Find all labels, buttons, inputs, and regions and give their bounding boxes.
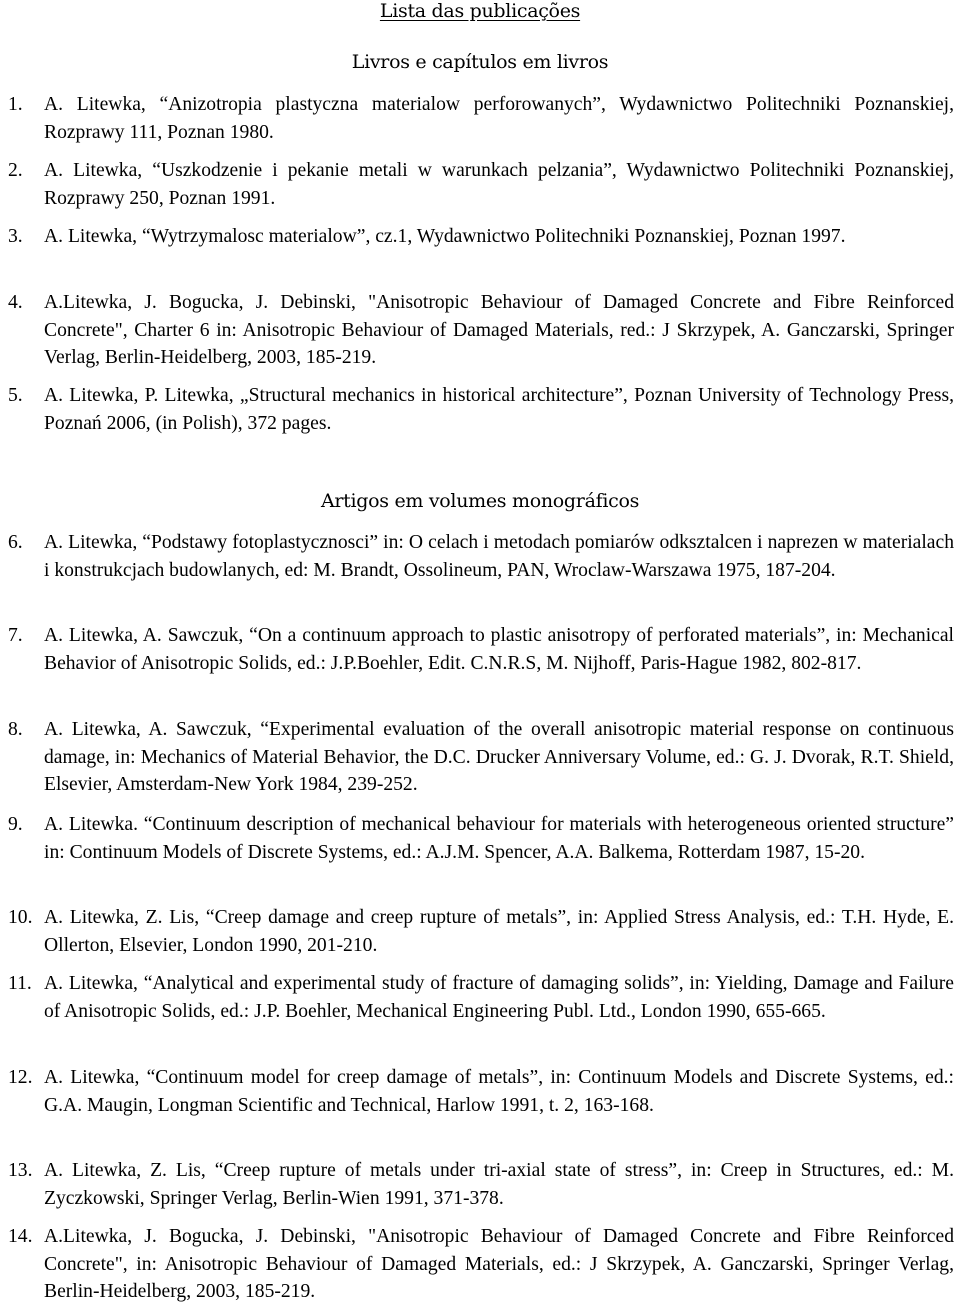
entry-number: 13.: [8, 1160, 33, 1181]
entry-text: A. Litewka, “Continuum model for creep damage of metals”, in: Continuum Models and Discrete Systems, ed.: G.A. Maugin, Longman Scientific and Technical, Harlow 1991, t. 2, 163-168.: [44, 1067, 954, 1116]
entry-text: A. Litewka, Z. Lis, “Creep rupture of metals under tri-axial state of stress”, in: Creep in Structures, ed.: M. Zyczkowski, Springer Verlag, Berlin-Wien 1991, 371-378.: [44, 1160, 954, 1209]
entry-number: 9.: [8, 814, 23, 835]
entry-number: 11.: [8, 973, 32, 994]
entry-text: A. Litewka, “Uszkodzenie i pekanie metali w warunkach pelzania”, Wydawnictwo Politechniki Poznanskiej, Rozprawy 250, Poznan 1991.: [44, 160, 954, 209]
entry-number: 1.: [8, 94, 23, 115]
section-heading-articles: Artigos em volumes monográficos: [320, 490, 640, 512]
entry-number: 6.: [8, 532, 23, 553]
entry-number: 12.: [8, 1067, 33, 1088]
entry-number: 7.: [8, 625, 23, 646]
page-title: Lista das publicações: [379, 0, 581, 22]
entry-text: A. Litewka, “Wytrzymalosc materialow”, cz.1, Wydawnictwo Politechniki Poznanskiej, Poznan 1997.: [44, 226, 846, 247]
entry-number: 5.: [8, 385, 23, 406]
section-heading-books: Livros e capítulos em livros: [351, 51, 609, 73]
entry-text: A. Litewka, A. Sawczuk, “Experimental evaluation of the overall anisotropic material response on continuous damage, in: Mechanics of Material Behavior, the D.C. Drucker Anniversary Volume, ed.: G. J. Dvorak, R.T. Shield, Elsevier, Amsterdam-New York 1984, 239-252.: [44, 719, 954, 796]
entry-text: A. Litewka, P. Litewka, „Structural mechanics in historical architecture”, Poznan University of Technology Press, Poznań 2006, (in Polish), 372 pages.: [44, 385, 954, 434]
entry-text: A. Litewka, “Analytical and experimental study of fracture of damaging solids”, in: Yielding, Damage and Failure of Anisotropic Solids, ed.: J.P. Boehler, Mechanical Engineering Publ. Ltd., London 1990, 655-665.: [44, 973, 954, 1022]
entry-text: A.Litewka, J. Bogucka, J. Debinski, "Anisotropic Behaviour of Damaged Concrete and Fibre Reinforced Concrete", in: Anisotropic Behaviour of Damaged Materials, ed.: J Skrzypek, A. Ganczarski, Springer Verlag, Berlin-Heidelberg, 2003, 185-219.: [44, 1226, 954, 1303]
entry-number: 3.: [8, 226, 23, 247]
entry-text: A. Litewka, Z. Lis, “Creep damage and creep rupture of metals”, in: Applied Stress Analysis, ed.: T.H. Hyde, E. Ollerton, Elsevier, London 1990, 201-210.: [44, 907, 954, 956]
entry-number: 4.: [8, 292, 23, 313]
entry-number: 2.: [8, 160, 23, 181]
entry-text: A.Litewka, J. Bogucka, J. Debinski, "Anisotropic Behaviour of Damaged Concrete and Fibre Reinforced Concrete", Charter 6 in: Anisotropic Behaviour of Damaged Materials, red.: J Skrzypek, A. Ganczarski, Springer Verlag, Berlin-Heidelberg, 2003, 185-219.: [44, 292, 954, 369]
entry-number: 8.: [8, 719, 23, 740]
entry-text: A. Litewka. “Continuum description of mechanical behaviour for materials with heterogeneous oriented structure” in: Continuum Models of Discrete Systems, ed.: A.J.M. Spencer, A.A. Balkema, Rotterdam 1987, 15-20.: [44, 814, 954, 863]
entry-text: A. Litewka, A. Sawczuk, “On a continuum approach to plastic anisotropy of perforated materials”, in: Mechanical Behavior of Anisotropic Solids, ed.: J.P.Boehler, Edit. C.N.R.S, M. Nijhoff, Paris-Hague 1982, 802-817.: [44, 625, 954, 674]
entry-text: A. Litewka, “Anizotropia plastyczna materialow perforowanych”, Wydawnictwo Politechniki Poznanskiej, Rozprawy 111, Poznan 1980.: [44, 94, 954, 143]
entry-number: 14.: [8, 1226, 33, 1247]
entry-number: 10.: [8, 907, 33, 928]
entry-text: A. Litewka, “Podstawy fotoplastycznosci” in: O celach i metodach pomiarów odksztalcen i naprezen w materialach i konstrukcjach budowlanych, ed: M. Brandt, Ossolineum, PAN, Wroclaw-Warszawa 1975, 187-204.: [44, 532, 954, 581]
